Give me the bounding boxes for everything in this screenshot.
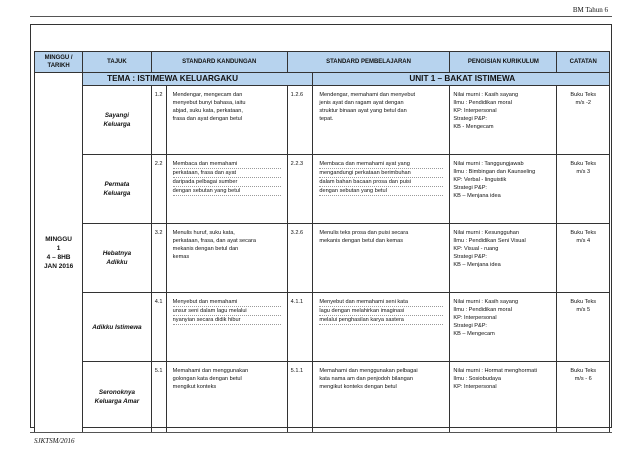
- sk-code: 3.2: [151, 224, 166, 293]
- sp-code: 3.2.6: [287, 224, 313, 293]
- sk-code: 5.1: [151, 362, 166, 433]
- table-row: [35, 362, 610, 433]
- sp-code: 4.1.1: [287, 293, 313, 362]
- catatan-cell: Buku Teks m/s 3: [557, 155, 610, 224]
- pengisian-kurikulum-text: Nilai murni : Kesungguhan Ilmu : Pendidikan Seni Visual KP: Visual - ruang Strategi P&P: KB – Menjana idea: [450, 224, 557, 293]
- document-header: BM Tahun 6: [572, 6, 608, 14]
- col-minggu-header: MINGGU / TARIKH: [35, 52, 83, 73]
- standard-kandungan-text: Memahami dan menggunakan golongan kata dengan betul mengikut konteks: [166, 362, 287, 433]
- sk-code: 4.1: [151, 293, 166, 362]
- tajuk-cell: Permata Keluarga: [83, 155, 152, 224]
- standard-pembelajaran-text: Membaca dan memahami ayat yang mengandungi perkataan berimbuhan dalam bahan bacaan prosa dan puisi dengan sebutan yang betul: [313, 155, 450, 224]
- catatan-cell: Buku Teks m/s - 6: [557, 362, 610, 433]
- table-row: [35, 293, 610, 362]
- table-row: [35, 86, 610, 155]
- catatan-cell: Buku Teks m/s 5: [557, 293, 610, 362]
- lesson-plan-table: [34, 51, 610, 433]
- sk-code: 1.2: [151, 86, 166, 155]
- table-row: [35, 155, 610, 224]
- col-standard-kandungan-header: STANDARD KANDUNGAN: [151, 52, 287, 73]
- catatan-cell: Buku Teks m/s 4: [557, 224, 610, 293]
- sp-code: 1.2.6: [287, 86, 313, 155]
- theme-row: [35, 73, 610, 86]
- standard-pembelajaran-text: Mendengar, memahami dan menyebut jenis ayat dan ragam ayat dengan struktur binaan ayat yang betul dan tepat.: [313, 86, 450, 155]
- pengisian-kurikulum-text: Nilai murni : Tanggungjawab Ilmu : Bimbingan dan Kaunseling KP: Verbal - linguistik Strategi P&P: KB – Menjana idea: [450, 155, 557, 224]
- pengisian-kurikulum-text: Nilai murni : Kasih sayang Ilmu : Pendidikan moral KP: Interpersonal Strategi P&P: KB – Mengecam: [450, 293, 557, 362]
- theme-title: TEMA : ISTIMEWA KELUARGAKU: [83, 73, 313, 86]
- sp-code: 5.1.1: [287, 362, 313, 433]
- pengisian-kurikulum-text: Nilai murni : Hormat menghormati Ilmu : Sosiobudaya KP: Interpersonal: [450, 362, 557, 433]
- col-standard-pembelajaran-header: STANDARD PEMBELAJARAN: [287, 52, 450, 73]
- minggu-cell: MINGGU 1 4 – 8HB JAN 2016: [35, 73, 83, 433]
- standard-kandungan-text: Mendengar, mengecam dan menyebut bunyi bahasa, iaitu abjad, suku kata, perkataan, frasa dan ayat dengan betul: [166, 86, 287, 155]
- tajuk-cell: Hebatnya Adikku: [83, 224, 152, 293]
- sp-code: 2.2.3: [287, 155, 313, 224]
- tajuk-cell: Seronoknya Keluarga Amar: [83, 362, 152, 433]
- document-footer: SJKTSM/2016: [34, 437, 75, 445]
- col-tajuk-header: TAJUK: [83, 52, 152, 73]
- standard-kandungan-text: Menulis huruf, suku kata, perkataan, frasa, dan ayat secara mekanis dengan betul dan kemas: [166, 224, 287, 293]
- footer-rule: [30, 432, 612, 433]
- sk-code: 2.2: [151, 155, 166, 224]
- tajuk-cell: Sayangi Keluarga: [83, 86, 152, 155]
- unit-title: UNIT 1 – BAKAT ISTIMEWA: [313, 73, 610, 86]
- table-header-row: [35, 52, 610, 73]
- standard-kandungan-text: Membaca dan memahami perkataan, frasa dan ayat daripada pelbagai sumber dengan sebutan yang betul: [166, 155, 287, 224]
- standard-pembelajaran-text: Menulis teks prosa dan puisi secara mekanis dengan betul dan kemas: [313, 224, 450, 293]
- catatan-cell: Buku Teks m/s -2: [557, 86, 610, 155]
- pengisian-kurikulum-text: Nilai murni : Kasih sayang Ilmu : Pendidikan moral KP: Interpersonal Strategi P&P: KB - Mengecam: [450, 86, 557, 155]
- standard-pembelajaran-text: Memahami dan menggunakan pelbagai kata nama am dan penjodoh bilangan mengikut konteks dengan betul: [313, 362, 450, 433]
- col-catatan-header: CATATAN: [557, 52, 610, 73]
- table-row: [35, 224, 610, 293]
- header-rule: [30, 16, 612, 17]
- col-pengisian-kurikulum-header: PENGISIAN KURIKULUM: [450, 52, 557, 73]
- standard-kandungan-text: Menyebut dan memahami unsur seni dalam lagu melalui nyanyian secara didik hibur: [166, 293, 287, 362]
- tajuk-cell: Adikku Istimewa: [83, 293, 152, 362]
- standard-pembelajaran-text: Menyebut dan memahami seni kata lagu dengan melahirkan imaginasi melalui penghasilan karya sastera: [313, 293, 450, 362]
